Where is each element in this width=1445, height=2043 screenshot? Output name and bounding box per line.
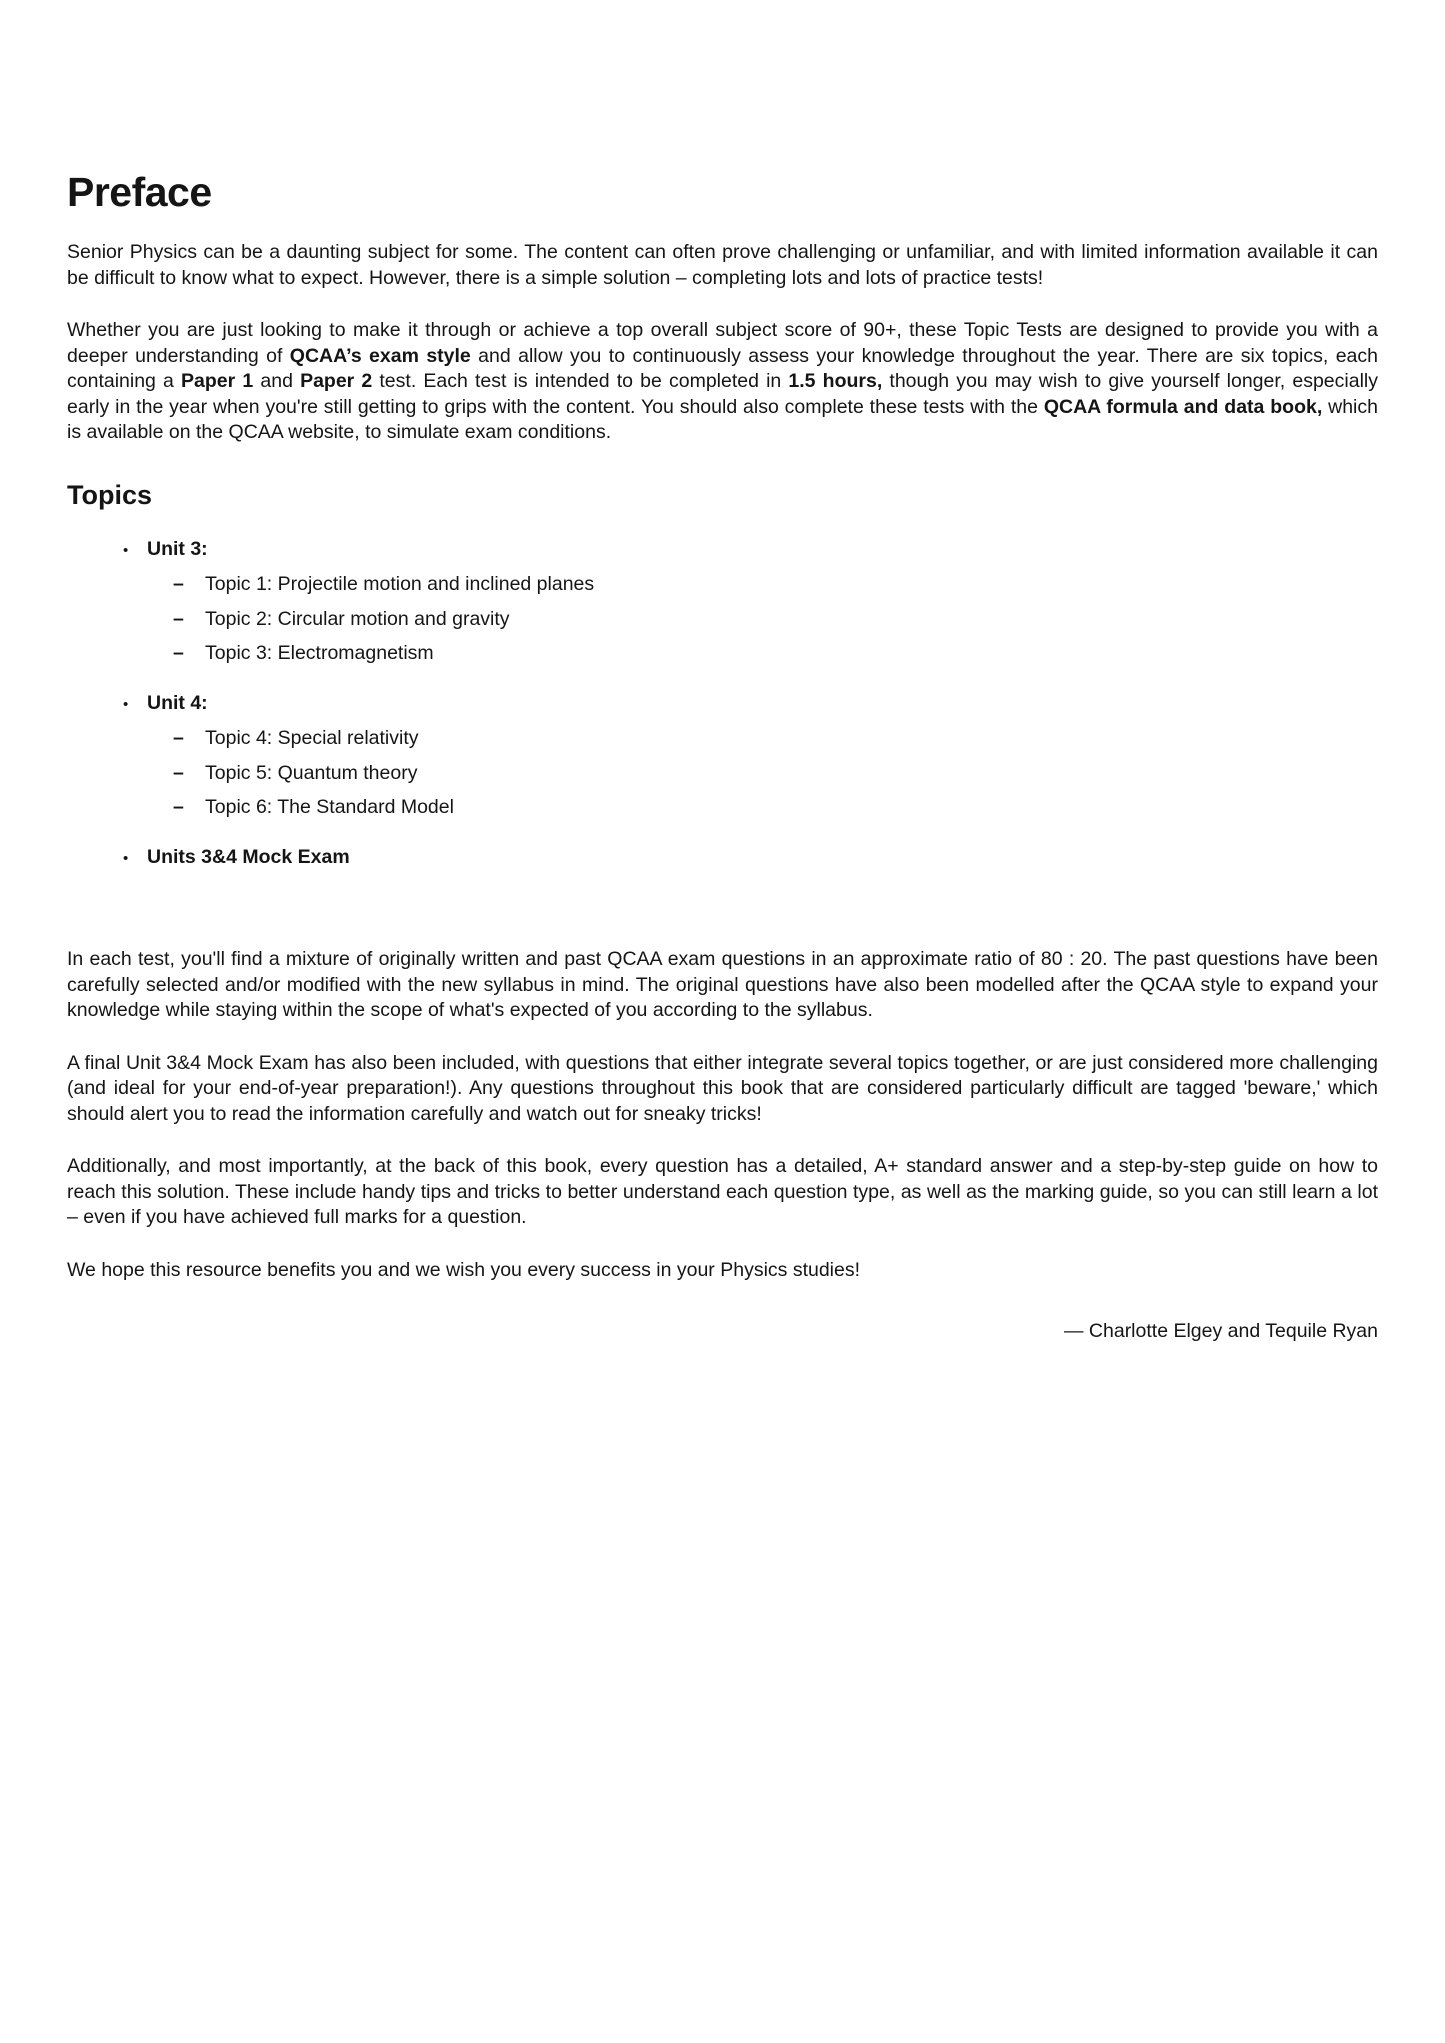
topic-1-item: [67, 572, 1378, 598]
unit-4-item: [67, 691, 1378, 718]
closing-paragraph: [67, 1258, 1378, 1284]
text-run: In each test, you'll find a mixture of originally written and past QCAA exam questions in an approximate ratio of 80 : 20. The past questions have been carefully selected and/or modified with the new syllabus in mind. The original questions have also been modelled after the QCAA style to expand your knowledge while staying within the scope of what's expected of you according to the syllabus.: [67, 948, 1378, 1022]
dash-icon: –: [173, 796, 184, 819]
unit-3-item: [67, 537, 1378, 564]
topic-2-item: [67, 607, 1378, 633]
text-run: A final Unit 3&4 Mock Exam has also been included, with questions that either integrate several topics together, or are just considered more challenging (and ideal for your end-of-year preparation!). Any questions throughout this book that are considered particularly difficult are tagged 'beware,' which should alert you to read the information carefully and watch out for sneaky tricks!: [67, 1051, 1378, 1125]
text-run: which is available on the QCAA website, to simulate exam conditions.: [67, 395, 1378, 444]
mock-exam-item: [67, 845, 1378, 872]
unit-label: Unit 3:: [147, 537, 208, 560]
text-run-bold-duration: 1.5 hours,: [788, 370, 883, 393]
dash-icon: –: [173, 727, 184, 750]
topic-6-item: [67, 795, 1378, 821]
text-run: Whether you are just looking to make it through or achieve a top overall subject score of 90+, these Topic Tests are designed to provide you with a deeper understanding of: [67, 319, 1378, 367]
mock-exam-block: [67, 845, 1378, 872]
unit-label: Units 3&4 Mock Exam: [147, 845, 350, 868]
topic-label: Topic 2: Circular motion and gravity: [205, 607, 510, 630]
intro-paragraph: [67, 240, 1378, 291]
dash-icon: –: [173, 607, 184, 630]
topics-list: [67, 537, 1378, 872]
bullet-icon: •: [123, 849, 129, 867]
bullet-icon: •: [123, 541, 129, 559]
text-run: and: [253, 370, 301, 393]
text-run-bold-paper-2: Paper 2: [300, 370, 373, 393]
topic-label: Topic 1: Projectile motion and inclined planes: [205, 573, 595, 596]
topics-heading: Topics: [67, 479, 153, 510]
mock-exam-paragraph: [67, 1051, 1378, 1128]
text-run: and allow you to continuously assess your knowledge throughout the year. There are six topics, each containing a: [67, 344, 1378, 393]
answers-paragraph: [67, 1154, 1378, 1231]
page-title: Preface: [67, 169, 212, 215]
topic-label: Topic 6: The Standard Model: [205, 796, 454, 819]
bullet-icon: •: [123, 695, 129, 713]
topic-5-item: [67, 761, 1378, 787]
unit-label: Unit 4:: [147, 691, 208, 714]
text-run: Additionally, and most importantly, at the back of this book, every question has a detailed, A+ standard answer and a step-by-step guide on how to reach this solution. These include handy tips and tricks to better understand each question type, as well as the marking guide, so you can still learn a lot – even if you have achieved full marks for a question.: [67, 1155, 1378, 1229]
dash-icon: –: [173, 573, 184, 596]
topic-label: Topic 5: Quantum theory: [205, 761, 418, 784]
tests-overview-paragraph: [67, 947, 1378, 1024]
text-run-bold-paper-1: Paper 1: [181, 370, 254, 393]
unit-4-block: [67, 691, 1378, 821]
unit-3-block: [67, 537, 1378, 667]
attribution-line: — Charlotte Elgey and Tequile Ryan: [1064, 1320, 1378, 1343]
text-run: We hope this resource benefits you and we wish you every success in your Physics studies!: [67, 1258, 861, 1281]
topic-3-item: [67, 641, 1378, 667]
dash-icon: –: [173, 642, 184, 665]
dash-icon: –: [173, 761, 184, 784]
text-run-bold-qcaa-exam-style: QCAA’s exam style: [289, 344, 471, 367]
text-run: though you may wish to give yourself longer, especially early in the year when you're still getting to grips with the content. You should also complete these tests with the: [67, 370, 1378, 418]
topic-label: Topic 3: Electromagnetism: [205, 642, 434, 665]
text-run: Senior Physics can be a daunting subject for some. The content can often prove challenging or unfamiliar, and with limited information available it can be difficult to know what to expect. However, there is a simple solution – completing lots and lots of practice tests!: [67, 241, 1378, 289]
topic-label: Topic 4: Special relativity: [205, 727, 419, 750]
topic-4-item: [67, 726, 1378, 752]
text-run: test. Each test is intended to be completed in: [372, 370, 789, 393]
text-run-bold-formula-book: QCAA formula and data book,: [1043, 395, 1323, 418]
overview-paragraph: [67, 318, 1378, 446]
